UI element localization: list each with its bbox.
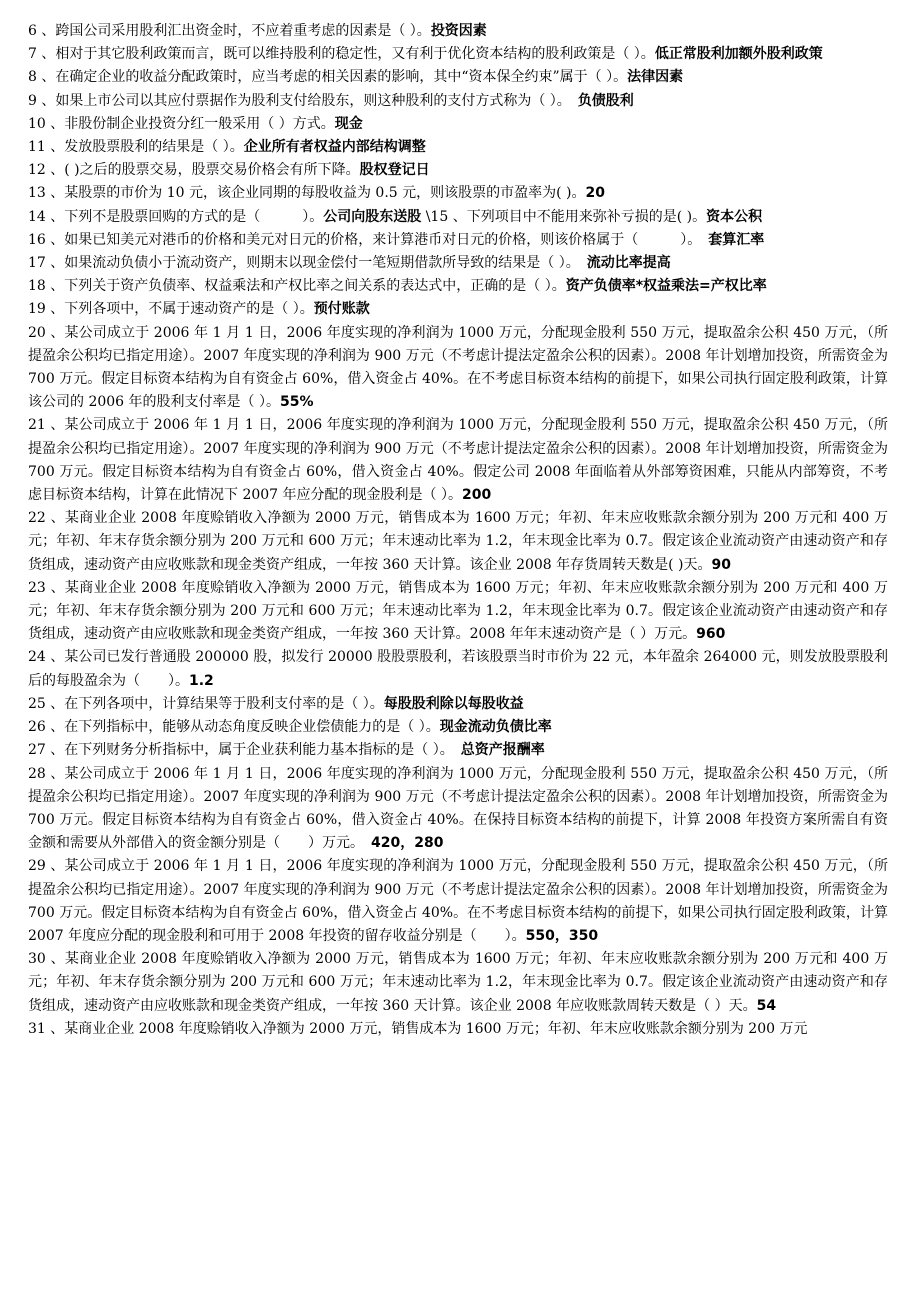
answer: 1.2 (189, 672, 214, 689)
question-22: 22 、某商业企业 2008 年度赊销收入净额为 2000 万元，销售成本为 1600 万元；年初、年末应收账款余额分别为 200 万元和 400 万元；年初、年末存货余额分别为 200 万元和 600 万元；年末速动比率为 1.2，年末现金比率为 0.7。假定该企业流动资产由速动资产和存货组成，速动资产由应收账款和现金类资产组成，一年按 360 天计算。该企业 2008 年存货周转天数是( )天。90 (28, 510, 888, 573)
question-13: 13 、某股票的市价为 10 元，该企业同期的每股收益为 0.5 元，则该股票的市盈率为( )。20 (28, 185, 606, 202)
question-26: 26 、在下列指标中，能够从动态角度反映企业偿债能力的是（ ）。现金流动负债比率 (28, 719, 552, 736)
question-19: 19 、下列各项中，不属于速动资产的是（ ）。预付账款 (28, 301, 370, 318)
question-21: 21 、某公司成立于 2006 年 1 月 1 日，2006 年度实现的净利润为 1000 万元，分配现金股利 550 万元，提取盈余公积 450 万元，（所提盈余公积均已指定用途）。2007 年度实现的净利润为 900 万元（不考虑计提法定盈余公积的因素）。2008 年计划增加投资，所需资金为 700 万元。假定目标资本结构为自有资金占 60%，借入资金占 40%。假定公司 2008 年面临着从外部筹资困难，只能从内部筹资，不考虑目标资本结构，计算在此情况下 2007 年应分配的现金股利是（ ）。200 (28, 417, 888, 504)
answer: 流动比率提高 (586, 255, 671, 272)
question-25: 25 、在下列各项中，计算结果等于股利支付率的是（ ）。每股股利除以每股收益 (28, 695, 524, 712)
answer: 低正常股利加额外股利政策 (654, 46, 823, 63)
answer: 公司向股东送股 (323, 208, 422, 225)
answer: 投资因素 (430, 23, 487, 39)
question-30: 30 、某商业企业 2008 年度赊销收入净额为 2000 万元，销售成本为 1600 万元；年初、年末应收账款余额分别为 200 万元和 400 万元；年初、年末存货余额分别为 200 万元和 600 万元；年末速动比率为 1.2，年末现金比率为 0.7。假定该企业流动资产由速动资产和存货组成，速动资产由应收账款和现金类资产组成，一年按 360 天计算。该企业 2008 年应收账款周转天数是（ ）天。54 (28, 951, 888, 1014)
answer: 负债股利 (577, 92, 634, 109)
answer: 每股股利除以每股收益 (383, 695, 524, 712)
question-9: 9 、如果上市公司以其应付票据作为股利支付给股东，则这种股利的支付方式称为（ ）。 负债股利 (28, 92, 634, 109)
answer: 资产负债率*权益乘法=产权比率 (565, 278, 767, 295)
answer: 55% (279, 394, 314, 411)
question-28: 28 、某公司成立于 2006 年 1 月 1 日，2006 年度实现的净利润为 1000 万元，分配现金股利 550 万元，提取盈余公积 450 万元，（所提盈余公积均已指定用途）。2007 年度实现的净利润为 900 万元（不考虑计提法定盈余公积的因素）。2008 年计划增加投资，所需资金为 700 万元。假定目标资本结构为自有资金占 60%，借入资金占 40%。在保持目标资本结构的前提下，计算 2008 年投资方案所需自有资金额和需要从外部借入的资金额分别是（ ）万元。 420，280 (28, 765, 888, 852)
answer: 股权登记日 (359, 162, 430, 179)
question-12: 12 、( )之后的股票交易，股票交易价格会有所下降。股权登记日 (28, 162, 430, 179)
answer: 法律因素 (627, 69, 684, 86)
answer: 54 (756, 997, 777, 1014)
question-17: 17 、如果流动负债小于流动资产，则期末以现金偿付一笔短期借款所导致的结果是（ ）。 流动比率提高 (28, 255, 671, 272)
question-23: 23 、某商业企业 2008 年度赊销收入净额为 2000 万元，销售成本为 1600 万元；年初、年末应收账款余额分别为 200 万元和 400 万元；年初、年末存货余额分别为 200 万元和 600 万元；年末速动比率为 1.2，年末现金比率为 0.7。假定该企业流动资产由速动资产和存货组成，速动资产由应收账款和现金类资产组成，一年按 360 天计算。2008 年年末速动资产是（ ）万元。960 (28, 579, 888, 643)
answer: 960 (696, 626, 726, 643)
question-7: 7 、相对于其它股利政策而言，既可以维持股利的稳定性，又有利于优化资本结构的股利政策是（ ）。低正常股利加额外股利政策 (28, 46, 823, 63)
question-6: 6 、跨国公司采用股利汇出资金时，不应着重考虑的因素是（ ）。投资因素 (28, 23, 487, 39)
question-27: 27 、在下列财务分析指标中，属于企业获利能力基本指标的是（ ）。 总资产报酬率 (28, 742, 545, 759)
answer: 套算汇率 (708, 231, 765, 248)
answer: 资本公积 (706, 208, 763, 225)
answer: 预付账款 (313, 301, 370, 318)
answer: 420，280 (371, 835, 444, 852)
question-24: 24 、某公司已发行普通股 200000 股，拟发行 20000 股股票股利，若该股票当时市价为 22 元，本年盈余 264000 元，则发放股票股利后的每股盈余为（ ）。1.2 (28, 649, 888, 689)
answer: 90 (711, 556, 732, 573)
answer: 550，350 (525, 927, 599, 944)
answer: 企业所有者权益内部结构调整 (243, 139, 426, 156)
answer: 20 (585, 185, 606, 202)
question-18: 18 、下列关于资产负债率、权益乘法和产权比率之间关系的表达式中，正确的是（ ）。资产负债率*权益乘法=产权比率 (28, 278, 767, 295)
question-10: 10 、非股份制企业投资分红一般采用（ ）方式。现金 (28, 115, 363, 132)
answer: 现金 (334, 115, 363, 132)
answer: 现金流动负债比率 (439, 719, 552, 736)
question-8: 8 、在确定企业的收益分配政策时，应当考虑的相关因素的影响，其中“资本保全约束”属于（ ）。法律因素 (28, 69, 684, 86)
answer: 200 (461, 487, 492, 504)
question-31: 31 、某商业企业 2008 年度赊销收入净额为 2000 万元，销售成本为 1600 万元；年初、年末应收账款余额分别为 200 万元 (28, 1020, 808, 1037)
question-11: 11 、发放股票股利的结果是（ ）。企业所有者权益内部结构调整 (28, 139, 426, 156)
question-20: 20 、某公司成立于 2006 年 1 月 1 日，2006 年度实现的净利润为 1000 万元，分配现金股利 550 万元，提取盈余公积 450 万元，（所提盈余公积均已指定用途）。2007 年度实现的净利润为 900 万元（不考虑计提法定盈余公积的因素）。2008 年计划增加投资，所需资金为 700 万元。假定目标资本结构为自有资金占 60%，借入资金占 40%。在不考虑目标资本结构的前提下，如果公司执行固定股利政策，计算该公司的 2006 年的股利支付率是（ ）。55% (28, 324, 888, 411)
question-16: 16 、如果已知美元对港币的价格和美元对日元的价格，来计算港币对日元的价格，则该价格属于（ ）。 套算汇率 (28, 231, 765, 248)
question-14-15: 14 、下列不是股票回购的方式的是（ ）。公司向股东送股 \15 、下列项目中不能用来弥补亏损的是( )。资本公积 (28, 208, 763, 225)
question-29: 29 、某公司成立于 2006 年 1 月 1 日，2006 年度实现的净利润为 1000 万元，分配现金股利 550 万元，提取盈余公积 450 万元，（所提盈余公积均已指定用途）。2007 年度实现的净利润为 900 万元（不考虑计提法定盈余公积的因素）。2008 年计划增加投资，所需资金为 700 万元。假定目标资本结构为自有资金占 60%，借入资金占 40%。在不考虑目标资本结构的前提下，如果公司执行固定股利政策，计算 2007 年度应分配的现金股利和可用于 2008 年投资的留存收益分别是（ ）。550，350 (28, 858, 888, 944)
answer: 总资产报酬率 (460, 742, 545, 759)
